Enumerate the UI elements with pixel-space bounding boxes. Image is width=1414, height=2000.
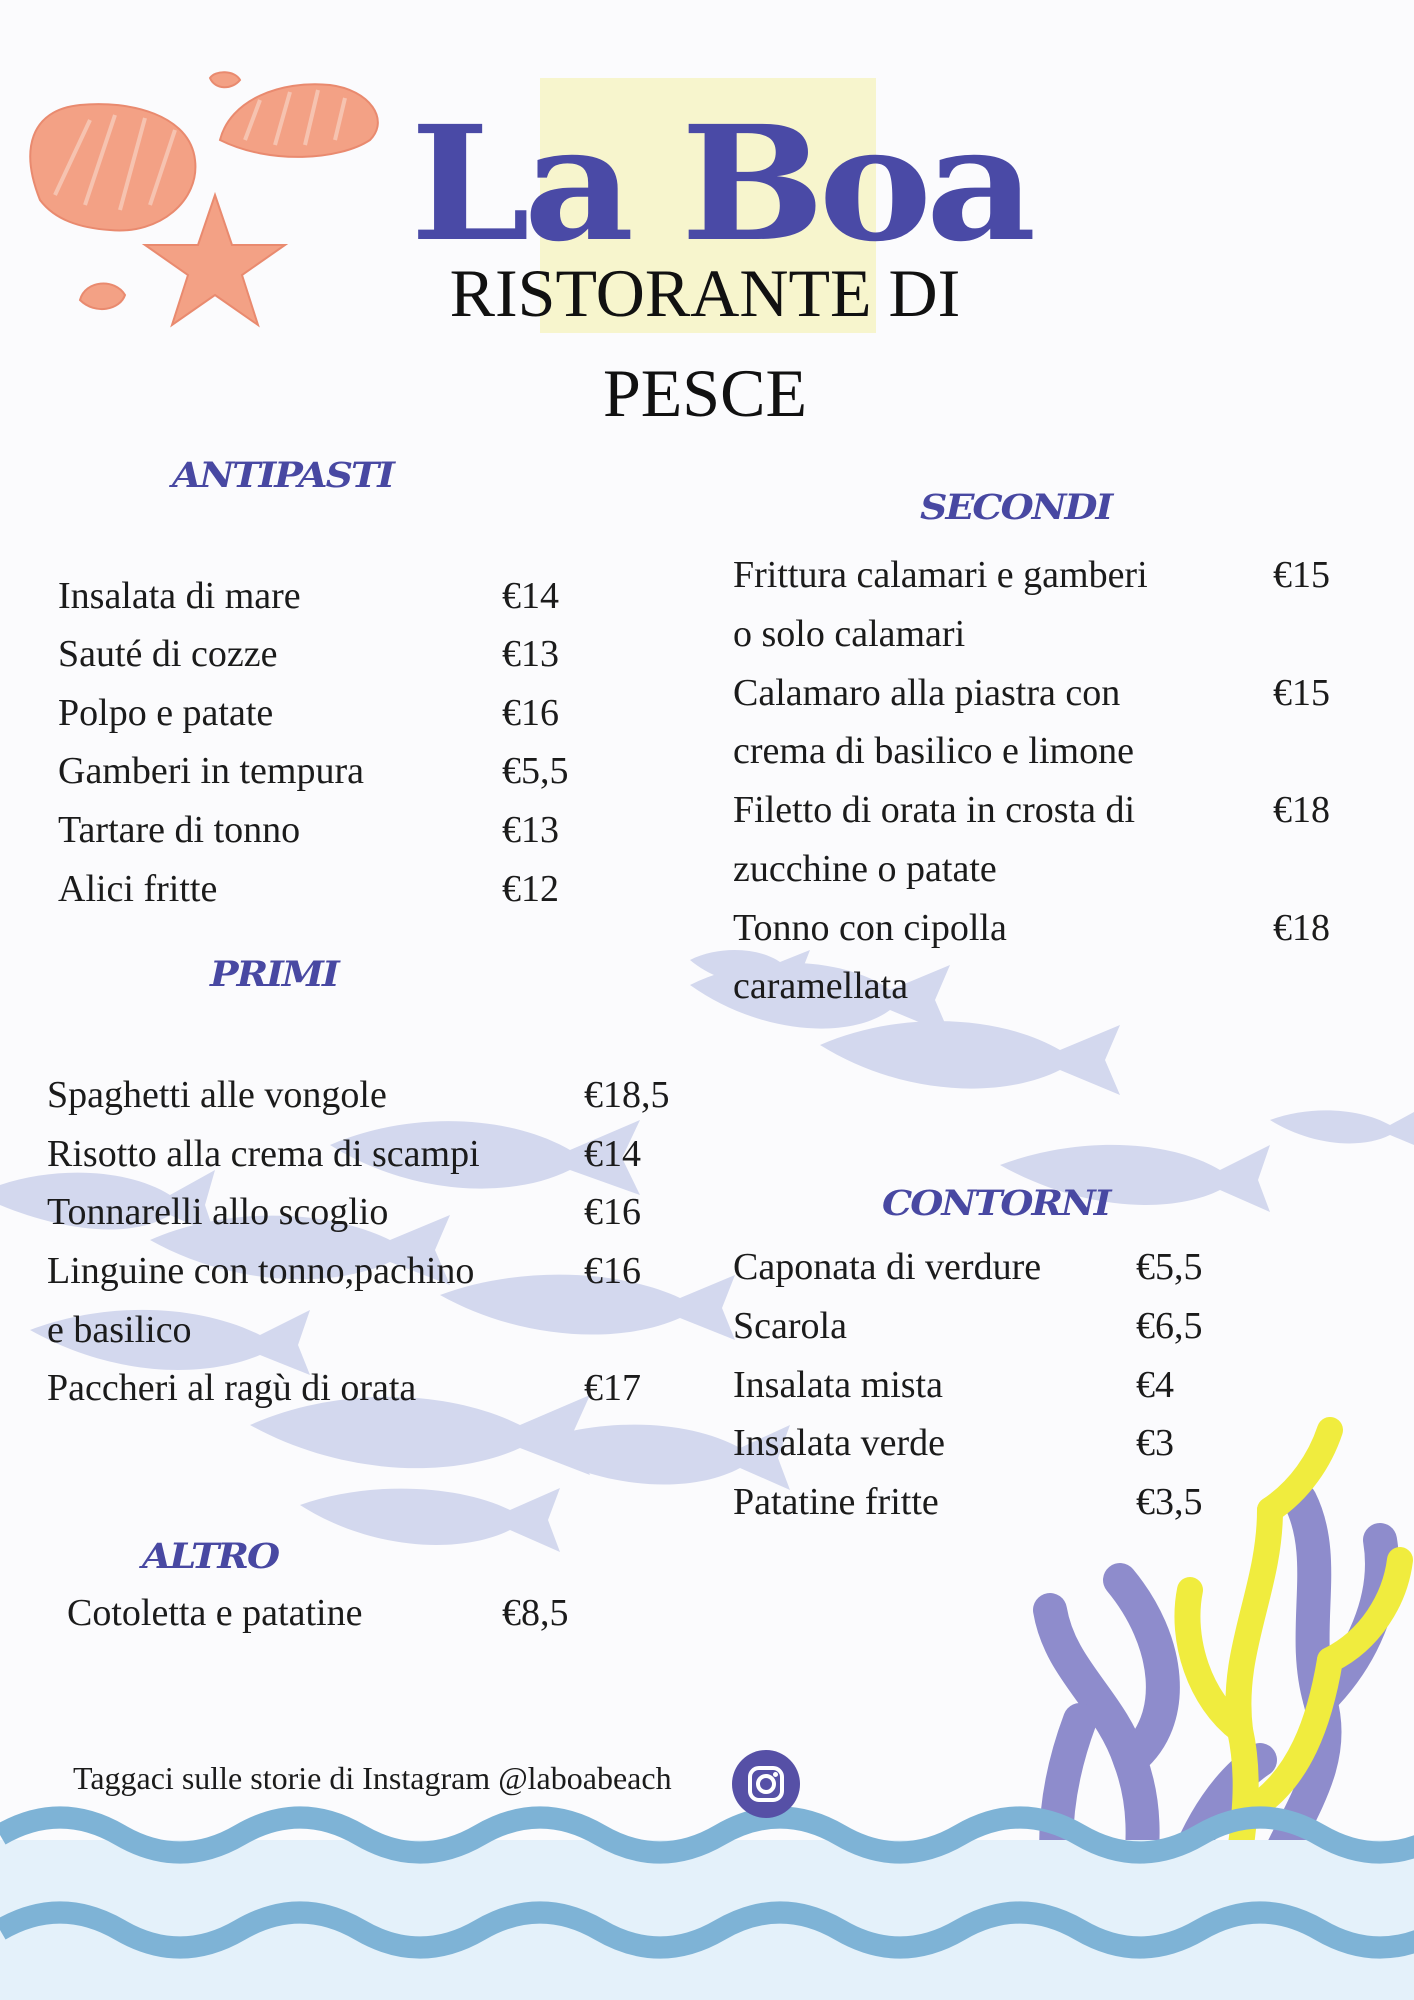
item-name: Tonno con cipolla bbox=[733, 907, 1007, 949]
item-name: Sauté di cozze bbox=[58, 633, 278, 675]
instagram-icon[interactable] bbox=[732, 1750, 800, 1818]
item-name: Polpo e patate bbox=[58, 692, 274, 734]
item-price: €5,5 bbox=[502, 750, 569, 792]
item-price: €3,5 bbox=[1136, 1481, 1203, 1523]
item-name: Risotto alla crema di scampi bbox=[47, 1133, 480, 1175]
item-price: €13 bbox=[502, 809, 559, 851]
instagram-caption: Taggaci sulle storie di Instagram @laboabeach bbox=[73, 1760, 672, 1796]
altro-heading: ALTRO bbox=[142, 1534, 279, 1577]
item-name: Frittura calamari e gamberi bbox=[733, 554, 1148, 596]
item-price: €16 bbox=[584, 1250, 641, 1292]
item-price: €5,5 bbox=[1136, 1246, 1203, 1288]
item-name: Patatine fritte bbox=[733, 1481, 939, 1523]
item-name: Filetto di orata in crosta di bbox=[733, 789, 1136, 831]
item-name: Tartare di tonno bbox=[58, 809, 301, 851]
item-price: €18 bbox=[1273, 907, 1330, 949]
item-name: Alici fritte bbox=[58, 868, 218, 910]
item-price: €17 bbox=[584, 1367, 641, 1409]
item-price: €18,5 bbox=[584, 1074, 670, 1116]
item-name-line2: o solo calamari bbox=[733, 613, 966, 655]
item-price: €3 bbox=[1136, 1422, 1174, 1464]
primi-heading: PRIMI bbox=[210, 952, 338, 995]
secondi-heading: SECONDI bbox=[920, 485, 1112, 528]
item-price: €16 bbox=[584, 1191, 641, 1233]
item-name-line2: caramellata bbox=[733, 965, 909, 1007]
item-price: €16 bbox=[502, 692, 559, 734]
item-price: €12 bbox=[502, 868, 559, 910]
item-name: Caponata di verdure bbox=[733, 1246, 1042, 1288]
item-price: €13 bbox=[502, 633, 559, 675]
contorni-heading: CONTORNI bbox=[882, 1181, 1110, 1224]
item-name: Linguine con tonno,pachino bbox=[47, 1250, 475, 1292]
item-name: Tonnarelli allo scoglio bbox=[47, 1191, 389, 1233]
item-price: €18 bbox=[1273, 789, 1330, 831]
item-name: Cotoletta e patatine bbox=[67, 1592, 363, 1634]
item-name-line2: zucchine o patate bbox=[733, 848, 997, 890]
item-name: Calamaro alla piastra con bbox=[733, 672, 1121, 714]
subtitle-line1: RISTORANTE DI bbox=[449, 255, 961, 331]
subtitle-line2: PESCE bbox=[602, 355, 808, 431]
item-price: €8,5 bbox=[502, 1592, 569, 1634]
antipasti-heading: ANTIPASTI bbox=[172, 453, 394, 496]
item-name: Gamberi in tempura bbox=[58, 750, 365, 792]
item-price: €15 bbox=[1273, 554, 1330, 596]
brand-title: La Boa bbox=[410, 92, 1030, 277]
item-name: Insalata verde bbox=[733, 1422, 946, 1464]
item-name: Paccheri al ragù di orata bbox=[47, 1367, 417, 1409]
item-price: €14 bbox=[502, 575, 559, 617]
item-name: Insalata mista bbox=[733, 1364, 943, 1406]
item-price: €6,5 bbox=[1136, 1305, 1203, 1347]
item-price: €4 bbox=[1136, 1364, 1174, 1406]
item-name: Scarola bbox=[733, 1305, 847, 1347]
item-name: Spaghetti alle vongole bbox=[47, 1074, 387, 1116]
item-name-line2: crema di basilico e limone bbox=[733, 730, 1134, 772]
item-price: €15 bbox=[1273, 672, 1330, 714]
item-price: €14 bbox=[584, 1133, 641, 1175]
item-name-line2: e basilico bbox=[47, 1309, 192, 1351]
item-name: Insalata di mare bbox=[58, 575, 301, 617]
